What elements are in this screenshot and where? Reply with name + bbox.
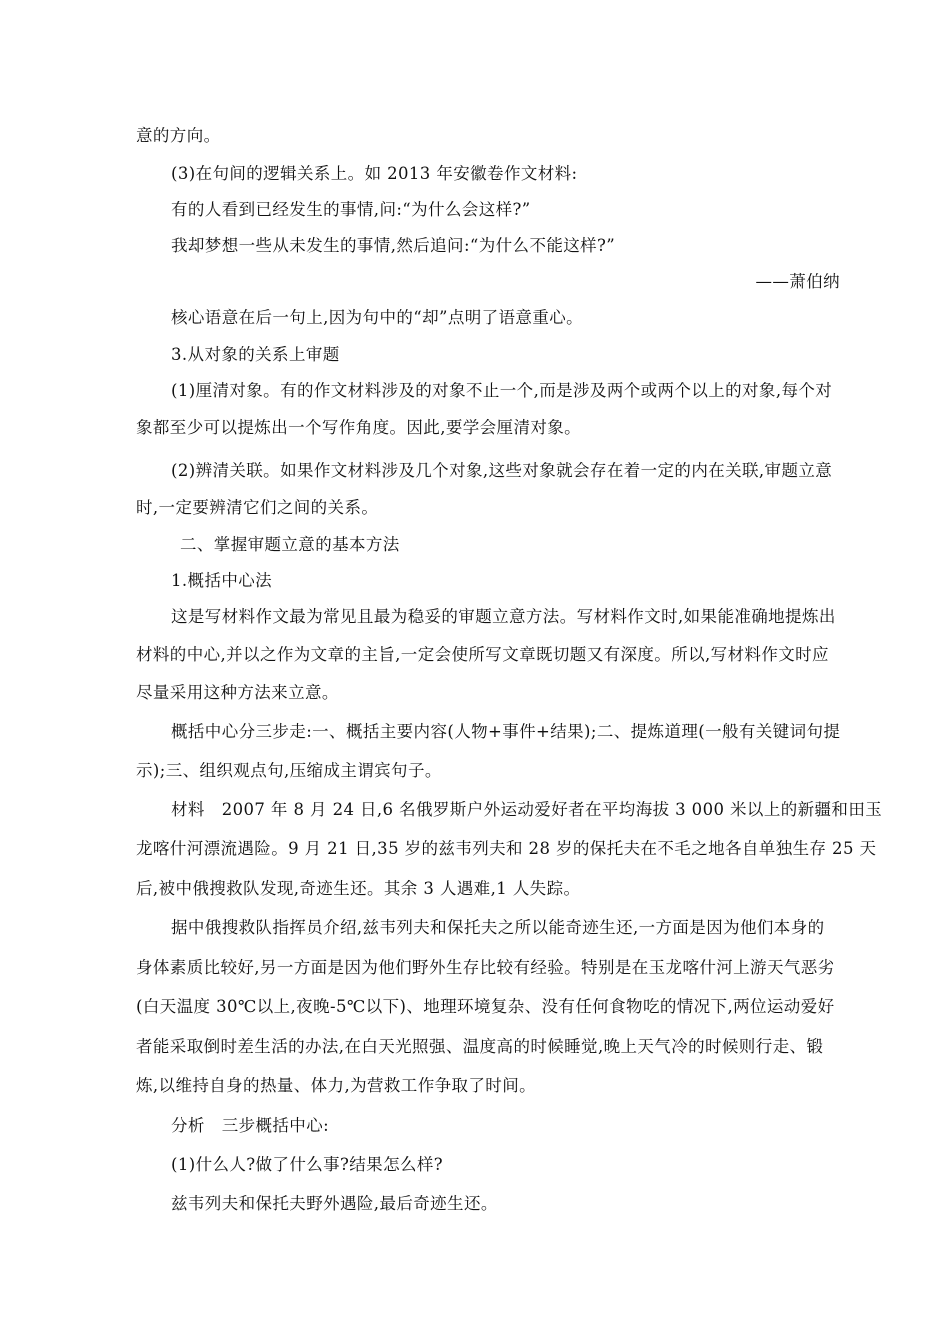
section-heading-3: 3.从对象的关系上审题 xyxy=(171,345,340,364)
text-line-9: 象都至少可以提炼出一个写作角度。因此,要学会厘清对象。 xyxy=(136,418,582,437)
section-heading-2: 二、掌握审题立意的基本方法 xyxy=(180,535,400,554)
material-line-4: 据中俄搜救队指挥员介绍,兹韦列夫和保托夫之所以能奇迹生还,一方面是因为他们本身的 xyxy=(171,918,825,937)
text-line-4: 我却梦想一些从未发生的事情,然后追问:“为什么不能这样?” xyxy=(171,236,616,255)
text-line-16: 尽量采用这种方法来立意。 xyxy=(136,683,339,702)
text-line-3: 有的人看到已经发生的事情,问:“为什么会这样?” xyxy=(171,200,531,219)
analysis-line-2: (1)什么人?做了什么事?结果怎么样? xyxy=(171,1155,444,1174)
text-line-14: 这是写材料作文最为常见且最为稳妥的审题立意方法。写材料作文时,如果能准确地提炼出 xyxy=(171,607,836,626)
text-line-11: 时,一定要辨清它们之间的关系。 xyxy=(136,498,379,517)
text-line-15: 材料的中心,并以之作为文章的主旨,一定会使所写文章既切题又有深度。所以,写材料作文时应 xyxy=(136,645,829,664)
material-line-1: 材料 2007 年 8 月 24 日,6 名俄罗斯户外运动爱好者在平均海拔 3 000 米以上的新疆和田玉 xyxy=(171,800,883,819)
text-line-10: (2)辨清关联。如果作文材料涉及几个对象,这些对象就会存在着一定的内在关联,审题立意 xyxy=(171,461,833,480)
attribution-line: ——萧伯纳 xyxy=(755,272,840,291)
text-line-2: (3)在句间的逻辑关系上。如 2013 年安徽卷作文材料: xyxy=(171,164,578,183)
method-heading-1: 1.概括中心法 xyxy=(171,571,273,590)
text-line-17: 概括中心分三步走:一、概括主要内容(人物+事件+结果);二、提炼道理(一般有关键词句提 xyxy=(171,722,841,741)
material-line-7: 者能采取倒时差生活的办法,在白天光照强、温度高的时候睡觉,晚上天气冷的时候则行走、锻 xyxy=(136,1037,824,1056)
material-line-8: 炼,以维持自身的热量、体力,为营救工作争取了时间。 xyxy=(136,1076,536,1095)
analysis-line-3: 兹韦列夫和保托夫野外遇险,最后奇迹生还。 xyxy=(171,1194,498,1213)
material-line-3: 后,被中俄搜救队发现,奇迹生还。其余 3 人遇难,1 人失踪。 xyxy=(136,879,581,898)
text-line-8: (1)厘清对象。有的作文材料涉及的对象不止一个,而是涉及两个或两个以上的对象,每个对 xyxy=(171,381,833,400)
material-line-6: (白天温度 30℃以上,夜晚-5℃以下)、地理环境复杂、没有任何食物吃的情况下,两位运动爱好 xyxy=(136,997,835,1016)
text-line-1: 意的方向。 xyxy=(136,126,221,145)
material-line-2: 龙喀什河漂流遇险。9 月 21 日,35 岁的兹韦列夫和 28 岁的保托夫在不毛之地各自单独生存 25 天 xyxy=(136,839,877,858)
text-line-18: 示);三、组织观点句,压缩成主谓宾句子。 xyxy=(136,761,442,780)
analysis-line-1: 分析 三步概括中心: xyxy=(171,1116,330,1135)
text-line-6: 核心语意在后一句上,因为句中的“却”点明了语意重心。 xyxy=(171,308,584,327)
material-line-5: 身体素质比较好,另一方面是因为他们野外生存比较有经验。特别是在玉龙喀什河上游天气恶劣 xyxy=(136,958,835,977)
